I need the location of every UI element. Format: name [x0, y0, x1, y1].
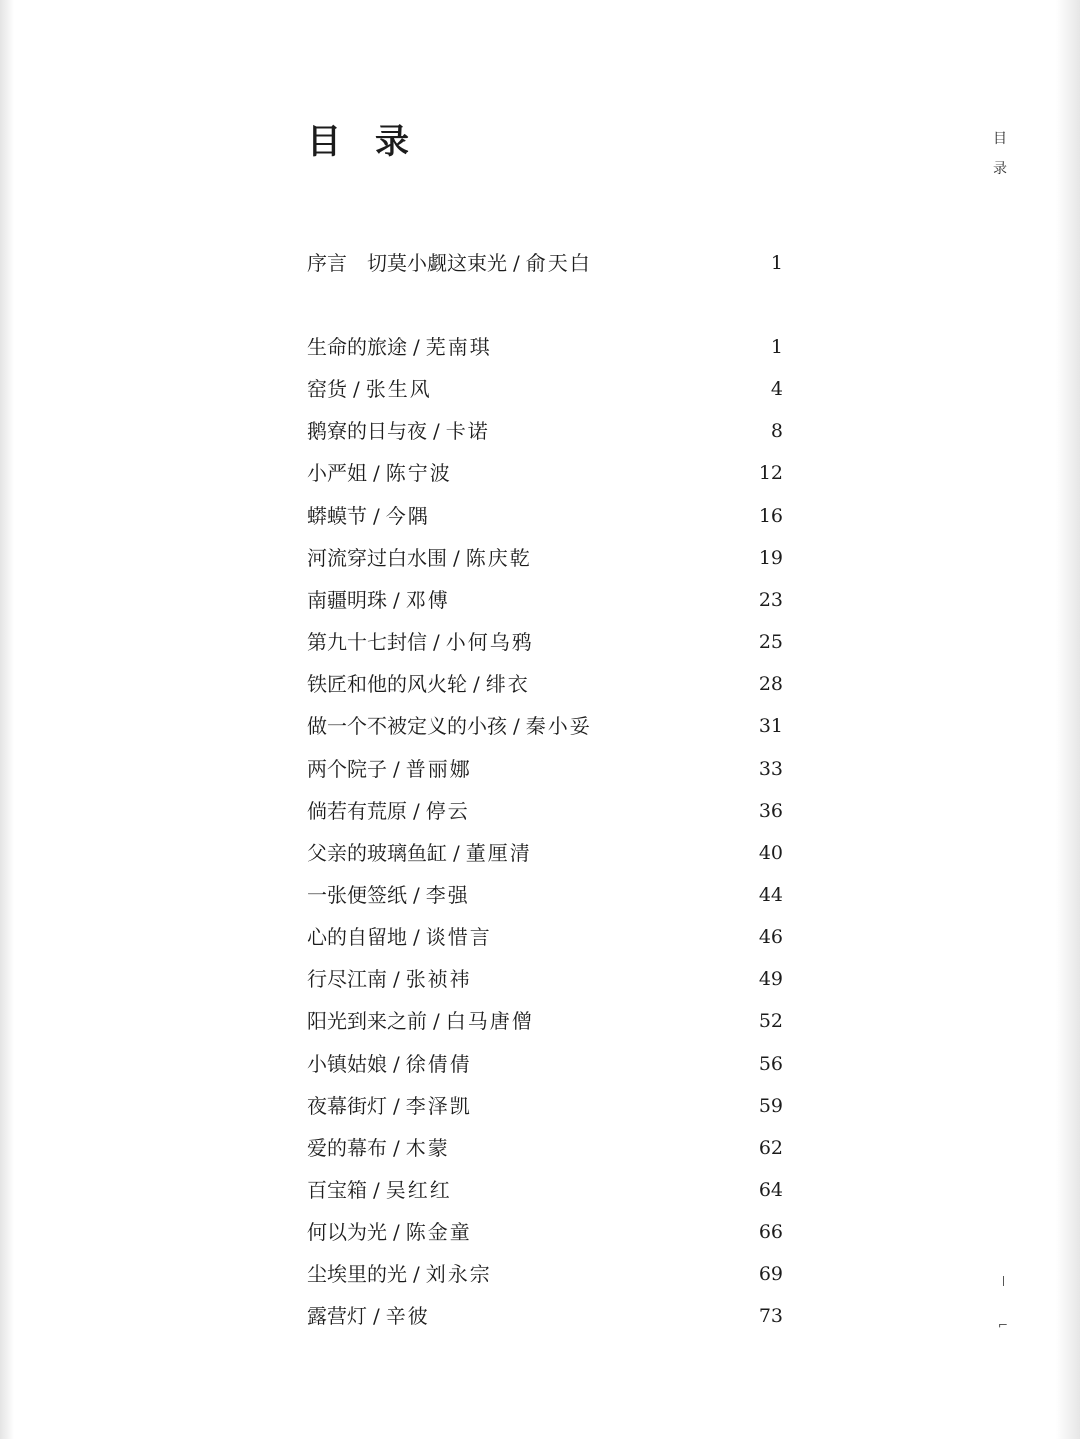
- entry-title: 蟒蟆节: [307, 504, 367, 528]
- entry-text: [307, 667, 530, 701]
- entry-separator: /: [433, 630, 440, 654]
- running-head-char-2: 录: [993, 161, 1007, 177]
- entry-author: 吴红红: [385, 1178, 452, 1202]
- entry-author: 辛彼: [385, 1304, 430, 1328]
- entry-separator: /: [413, 335, 420, 359]
- entry-text: [307, 1047, 472, 1081]
- entry-text: [307, 330, 492, 364]
- entry-page-number: 73: [758, 1305, 783, 1327]
- entry-title: 窑货: [307, 377, 347, 401]
- entry-title: 父亲的玻璃鱼缸: [307, 841, 447, 865]
- entry-separator: /: [413, 883, 420, 907]
- entry-page-number: 69: [758, 1263, 783, 1285]
- page-edge-left: [0, 0, 14, 1439]
- entry-separator: /: [393, 757, 400, 781]
- entry-title: 切莫小觑这束光: [367, 251, 507, 275]
- entry-title: 第九十七封信: [307, 630, 427, 654]
- entry-title: 小镇姑娘: [307, 1052, 387, 1076]
- toc-entry[interactable]: [307, 1299, 783, 1333]
- page-edge-right: [1056, 0, 1080, 1439]
- entry-page-number: 49: [758, 968, 783, 990]
- entry-separator: /: [413, 925, 420, 949]
- entry-page-number: 46: [758, 926, 783, 948]
- entry-title: 做一个不被定义的小孩: [307, 714, 507, 738]
- entry-author: 张祯祎: [405, 967, 472, 991]
- entry-page-number: 62: [758, 1137, 783, 1159]
- entry-separator: /: [453, 841, 460, 865]
- entry-separator: /: [453, 546, 460, 570]
- toc-entry[interactable]: [307, 499, 783, 533]
- entry-title: 鹅寮的日与夜: [307, 419, 427, 443]
- entry-title: 露营灯: [307, 1304, 367, 1328]
- entry-page-number: 40: [758, 842, 783, 864]
- entry-separator: /: [373, 504, 380, 528]
- entry-title: 铁匠和他的风火轮: [307, 672, 467, 696]
- toc-entry[interactable]: [307, 709, 783, 743]
- entry-text: [307, 1089, 472, 1123]
- entry-page-number: 23: [758, 589, 783, 611]
- entry-text: [307, 1299, 430, 1333]
- entry-separator: /: [393, 1052, 400, 1076]
- entry-title: 爱的幕布: [307, 1136, 387, 1160]
- entry-text: [307, 372, 432, 406]
- entry-separator: /: [513, 251, 520, 275]
- toc-entry[interactable]: [307, 1131, 783, 1165]
- entry-page-number: 4: [770, 378, 783, 400]
- page-title: 目 录: [307, 122, 409, 162]
- entry-page-number: 1: [770, 252, 783, 274]
- entry-page-number: 1: [770, 336, 783, 358]
- entry-page-number: 36: [758, 800, 783, 822]
- entry-author: 邓傅: [405, 588, 450, 612]
- toc-entry[interactable]: [307, 330, 783, 364]
- entry-page-number: 31: [758, 715, 783, 737]
- entry-title: 两个院子: [307, 757, 387, 781]
- entry-separator: /: [393, 588, 400, 612]
- entry-author: 小何乌鸦: [445, 630, 534, 654]
- entry-separator: /: [393, 1136, 400, 1160]
- entry-author: 李强: [425, 883, 470, 907]
- toc-entry[interactable]: [307, 1173, 783, 1207]
- toc-entry[interactable]: [307, 414, 783, 448]
- entry-title: 尘埃里的光: [307, 1262, 407, 1286]
- entry-author: 白马唐僧: [445, 1009, 534, 1033]
- entry-text: [307, 1257, 492, 1291]
- entry-author: 董厘清: [465, 841, 532, 865]
- entry-title: 小严姐: [307, 461, 367, 485]
- toc-entry[interactable]: [307, 878, 783, 912]
- entry-title: 百宝箱: [307, 1178, 367, 1202]
- entry-page-number: 12: [758, 462, 783, 484]
- entry-page-number: 28: [758, 673, 783, 695]
- entry-author: 徐倩倩: [405, 1052, 472, 1076]
- entry-text: [307, 414, 490, 448]
- entry-page-number: 52: [758, 1010, 783, 1032]
- entry-text: [307, 541, 532, 575]
- entry-text: [307, 1215, 472, 1249]
- toc-entry[interactable]: [307, 541, 783, 575]
- entry-text: [307, 920, 492, 954]
- entry-text: [307, 456, 452, 490]
- entry-title: 夜幕街灯: [307, 1094, 387, 1118]
- toc-entry[interactable]: [307, 667, 783, 701]
- entry-separator: /: [513, 714, 520, 738]
- entry-author: 俞天白: [525, 251, 592, 275]
- entry-text: [307, 1173, 452, 1207]
- entry-author: 绯衣: [485, 672, 530, 696]
- corner-mark: ⌐: [998, 1318, 1009, 1332]
- entry-title: 心的自留地: [307, 925, 407, 949]
- entry-text: [307, 709, 592, 743]
- entry-author: 卡诺: [445, 419, 490, 443]
- toc-entry[interactable]: [307, 1257, 783, 1291]
- entry-page-number: 25: [758, 631, 783, 653]
- entry-text: [307, 246, 592, 280]
- entry-author: 陈宁波: [385, 461, 452, 485]
- entry-text: [307, 625, 534, 659]
- entry-page-number: 64: [758, 1179, 783, 1201]
- toc-entry[interactable]: [307, 372, 783, 406]
- toc-entry[interactable]: [307, 1089, 783, 1123]
- entry-separator: /: [473, 672, 480, 696]
- entry-page-number: 33: [758, 758, 783, 780]
- toc-entry[interactable]: [307, 752, 783, 786]
- entry-text: [307, 499, 430, 533]
- entry-title: 一张便签纸: [307, 883, 407, 907]
- toc-entry[interactable]: [307, 836, 783, 870]
- entry-separator: /: [393, 967, 400, 991]
- running-head-char-1: 目: [993, 131, 1007, 147]
- entry-title: 何以为光: [307, 1220, 387, 1244]
- entry-author: 刘永宗: [425, 1262, 492, 1286]
- entry-author: 芜南琪: [425, 335, 492, 359]
- entry-separator: /: [413, 1262, 420, 1286]
- entry-text: [307, 794, 470, 828]
- entry-author: 木蒙: [405, 1136, 450, 1160]
- entry-author: 陈庆乾: [465, 546, 532, 570]
- entry-text: [307, 583, 450, 617]
- toc-entry[interactable]: [307, 1047, 783, 1081]
- entry-page-number: 59: [758, 1095, 783, 1117]
- entry-separator: /: [373, 461, 380, 485]
- entry-page-number: 66: [758, 1221, 783, 1243]
- preface-label: 序言: [307, 251, 347, 275]
- entry-separator: /: [353, 377, 360, 401]
- entry-author: 秦小妥: [525, 714, 592, 738]
- entry-page-number: 19: [758, 547, 783, 569]
- entry-separator: /: [393, 1220, 400, 1244]
- entry-text: [307, 962, 472, 996]
- entry-author: 谈惜言: [425, 925, 492, 949]
- entry-title: 南疆明珠: [307, 588, 387, 612]
- entry-page-number: 8: [770, 420, 783, 442]
- entry-author: 停云: [425, 799, 470, 823]
- entry-author: 张生风: [365, 377, 432, 401]
- entry-title: 倘若有荒原: [307, 799, 407, 823]
- entry-author: 普丽娜: [405, 757, 472, 781]
- entry-page-number: 56: [758, 1053, 783, 1075]
- toc-entry[interactable]: [307, 625, 783, 659]
- running-head: [991, 124, 1009, 184]
- entry-title: 河流穿过白水围: [307, 546, 447, 570]
- folio-mark: [1003, 1276, 1004, 1286]
- entry-page-number: 16: [758, 505, 783, 527]
- toc-entry[interactable]: [307, 1004, 783, 1038]
- entry-separator: /: [393, 1094, 400, 1118]
- toc-entry[interactable]: [307, 456, 783, 490]
- entry-separator: /: [433, 1009, 440, 1033]
- entry-author: 今隅: [385, 504, 430, 528]
- toc-entry[interactable]: [307, 583, 783, 617]
- toc-entry[interactable]: [307, 962, 783, 996]
- entry-text: [307, 752, 472, 786]
- toc-entry-preface[interactable]: [307, 246, 783, 280]
- toc-entry[interactable]: [307, 794, 783, 828]
- entry-separator: /: [413, 799, 420, 823]
- entry-title: 行尽江南: [307, 967, 387, 991]
- entry-separator: /: [373, 1304, 380, 1328]
- toc-entry[interactable]: [307, 920, 783, 954]
- entry-author: 陈金童: [405, 1220, 472, 1244]
- entry-title: 生命的旅途: [307, 335, 407, 359]
- toc-entry[interactable]: [307, 1215, 783, 1249]
- entry-separator: /: [373, 1178, 380, 1202]
- entry-text: [307, 878, 470, 912]
- entry-author: 李泽凯: [405, 1094, 472, 1118]
- entry-page-number: 44: [758, 884, 783, 906]
- entry-separator: /: [433, 419, 440, 443]
- entry-text: [307, 1004, 534, 1038]
- entry-text: [307, 836, 532, 870]
- entry-text: [307, 1131, 450, 1165]
- entry-title: 阳光到来之前: [307, 1009, 427, 1033]
